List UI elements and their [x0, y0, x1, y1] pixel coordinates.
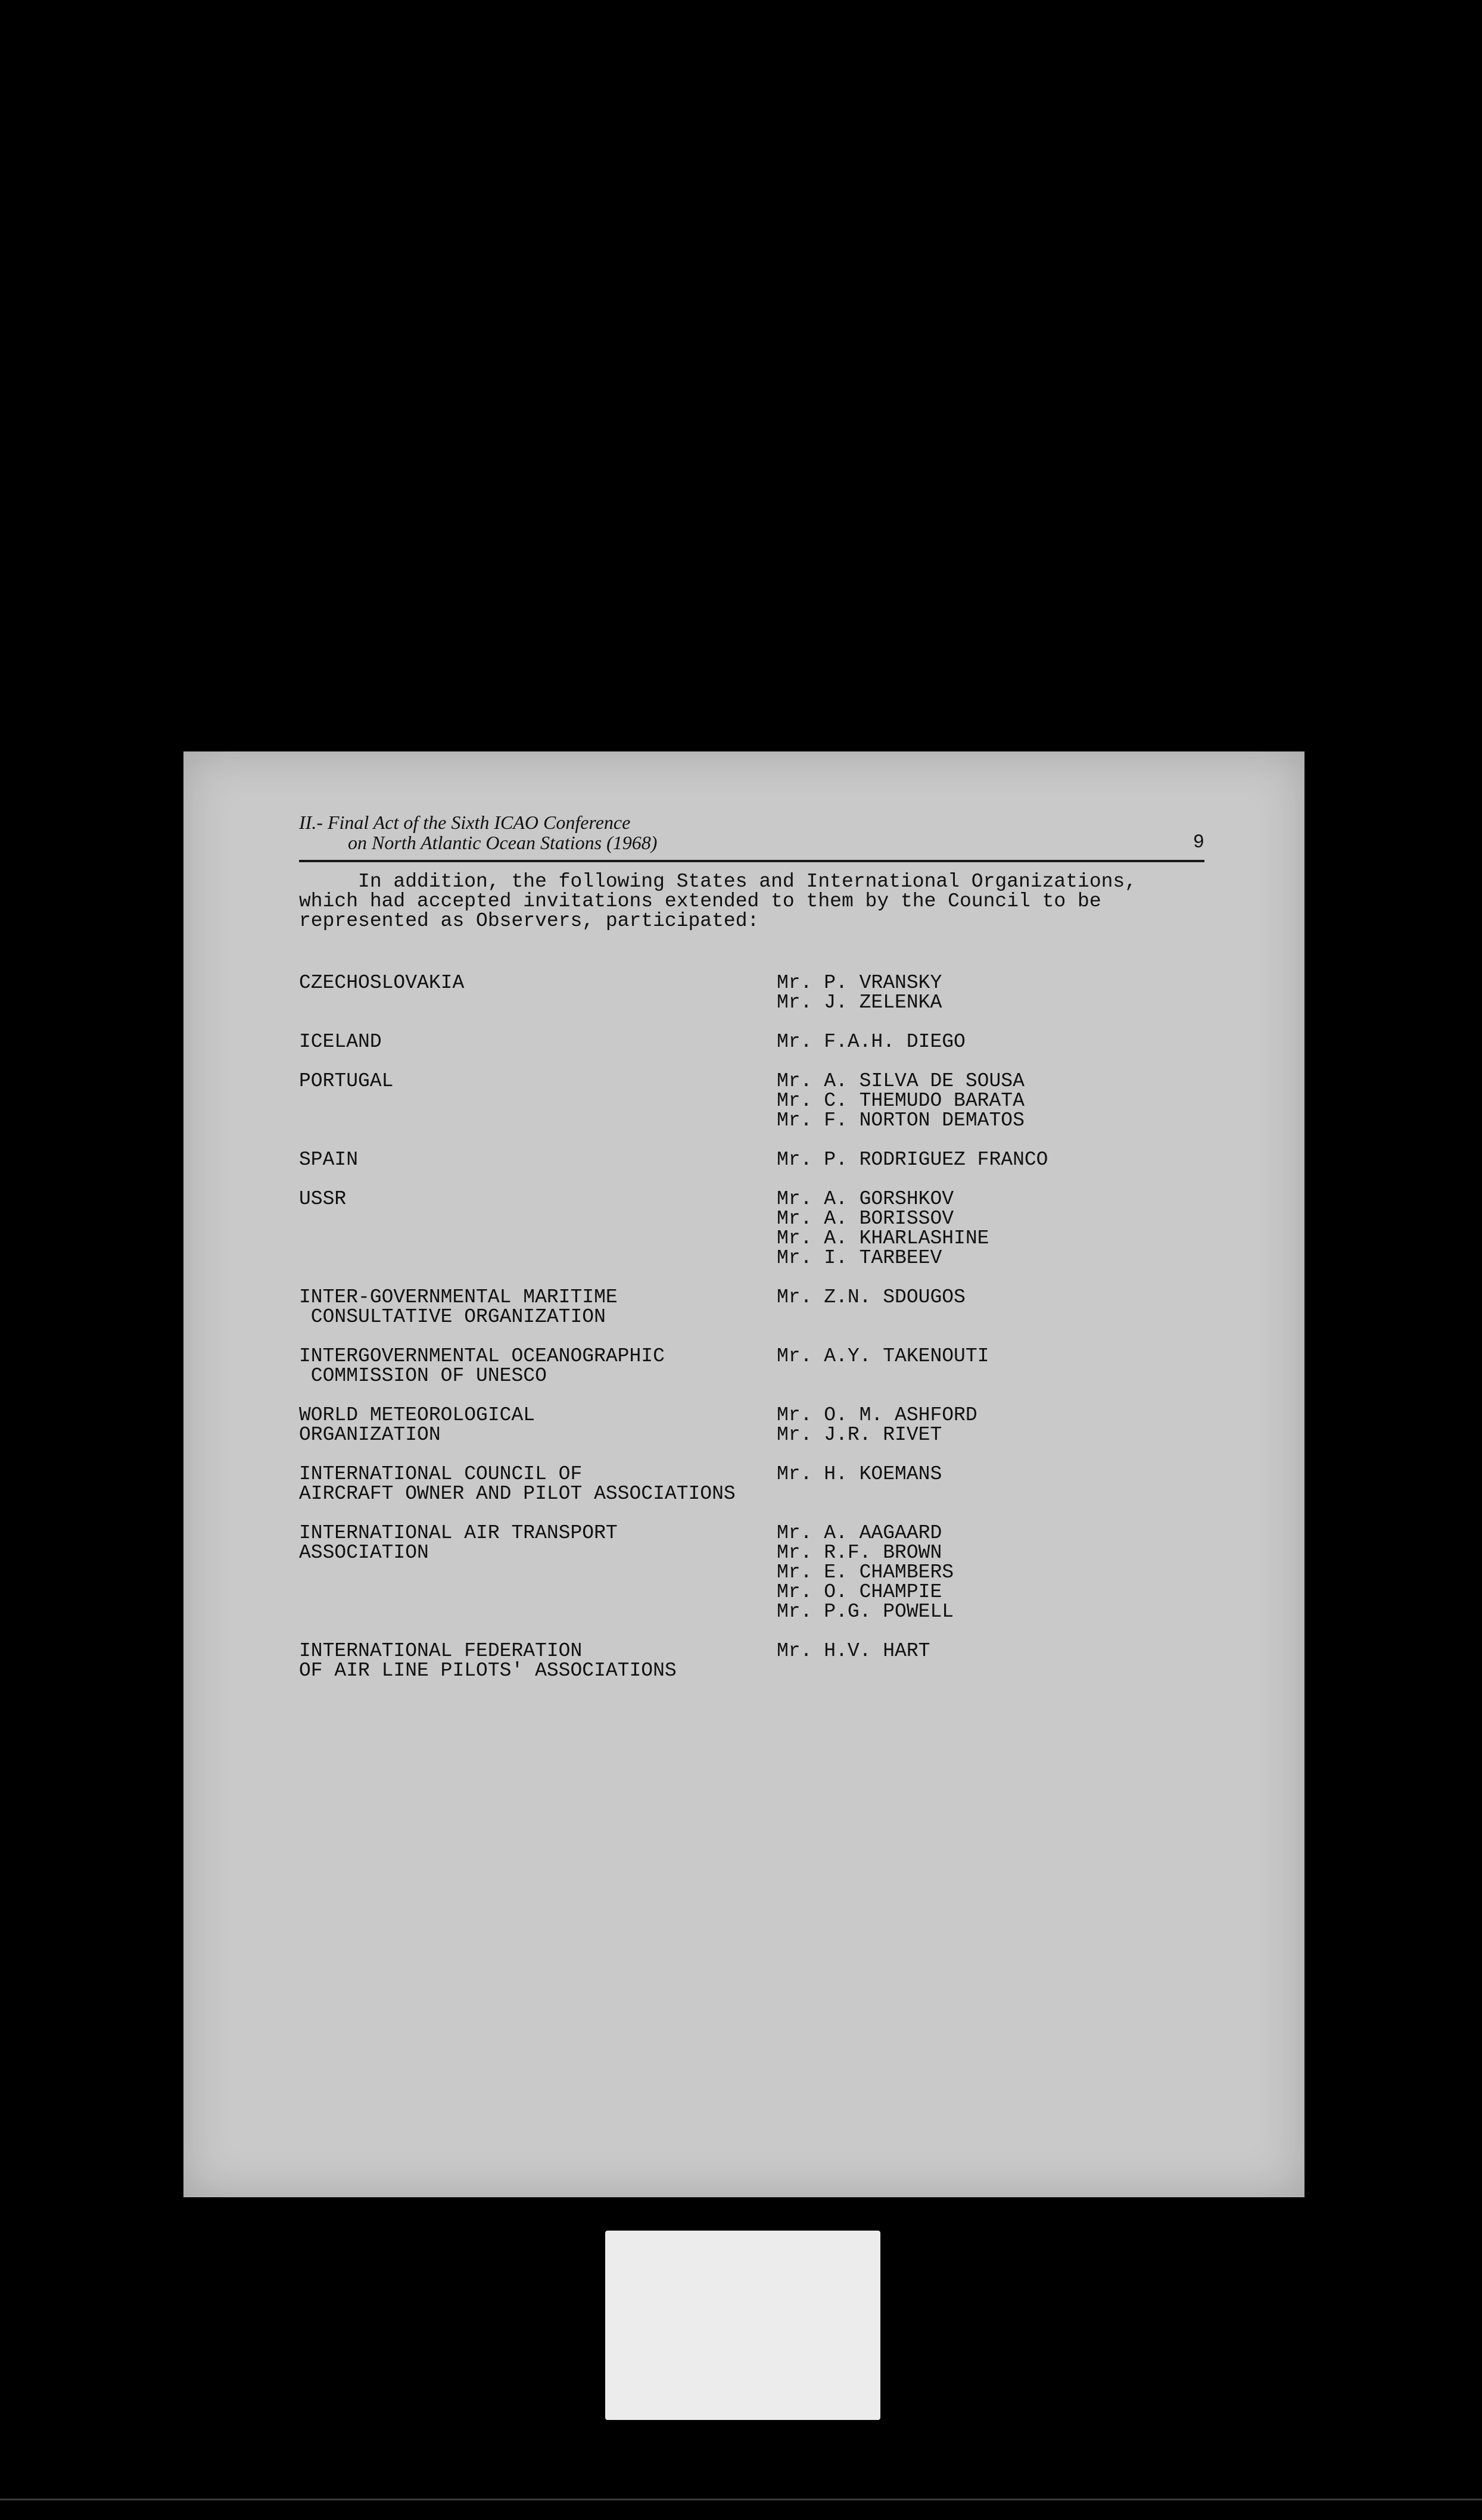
observer-entry	[299, 1641, 1252, 1680]
representative-name: Mr. A. AAGAARD	[777, 1522, 942, 1544]
organization-name: OF AIR LINE PILOTS' ASSOCIATIONS	[299, 1660, 677, 1682]
representative-name: Mr. Z.N. SDOUGOS	[777, 1286, 966, 1308]
observer-entry	[299, 1523, 1252, 1621]
representative-name: Mr. F. NORTON DEMATOS	[777, 1109, 1025, 1131]
representative-name: Mr. O. M. ASHFORD	[777, 1404, 977, 1426]
representative-name: Mr. O. CHAMPIE	[777, 1581, 942, 1603]
organization-name: SPAIN	[299, 1149, 359, 1171]
observer-entry	[299, 1464, 1252, 1504]
organization-name: ASSOCIATION	[299, 1542, 429, 1564]
representative-name: Mr. F.A.H. DIEGO	[777, 1031, 966, 1053]
header-title-line-1: II.- Final Act of the Sixth ICAO Conference	[299, 812, 631, 833]
organization-name: INTERNATIONAL AIR TRANSPORT	[299, 1522, 618, 1544]
paper-flap	[605, 2231, 880, 2420]
intro-line: represented as Observers, participated:	[299, 910, 759, 932]
observer-entry	[299, 1150, 1252, 1169]
representative-name: Mr. A. KHARLASHINE	[777, 1227, 989, 1249]
representative-name: Mr. R.F. BROWN	[777, 1542, 942, 1564]
representative-name: Mr. J.R. RIVET	[777, 1424, 942, 1446]
organization-name: ICELAND	[299, 1031, 382, 1053]
intro-paragraph	[299, 872, 1228, 931]
organization-name: USSR	[299, 1188, 347, 1210]
observer-entry	[299, 1189, 1252, 1268]
organization-name: CZECHOSLOVAKIA	[299, 972, 465, 994]
organization-name: COMMISSION OF UNESCO	[299, 1365, 547, 1387]
observer-entry	[299, 1346, 1252, 1386]
organization-name: ORGANIZATION	[299, 1424, 441, 1446]
organization-name: INTER-GOVERNMENTAL MARITIME	[299, 1286, 618, 1308]
organization-name: PORTUGAL	[299, 1070, 394, 1092]
organization-name: INTERNATIONAL FEDERATION	[299, 1640, 583, 1662]
intro-line: In addition, the following States and International Organizations,	[299, 871, 1137, 893]
representative-name: Mr. I. TARBEEV	[777, 1247, 942, 1269]
organization-name: INTERNATIONAL COUNCIL OF	[299, 1463, 583, 1485]
representative-name: Mr. H. KOEMANS	[777, 1463, 942, 1485]
header-title-line-2: on North Atlantic Ocean Stations (1968)	[348, 832, 658, 853]
representative-name: Mr. J. ZELENKA	[777, 991, 942, 1013]
page-number: 9	[1193, 831, 1204, 853]
representative-name: Mr. P. VRANSKY	[777, 972, 942, 994]
intro-line: which had accepted invitations extended to them by the Council to be	[299, 890, 1101, 912]
representative-name: Mr. A. BORISSOV	[777, 1208, 954, 1230]
representative-name: Mr. H.V. HART	[777, 1640, 930, 1662]
representative-name: Mr. A.Y. TAKENOUTI	[777, 1345, 989, 1367]
observer-entry	[299, 1287, 1252, 1327]
observer-list	[299, 973, 1252, 1700]
observer-entry	[299, 1405, 1252, 1445]
representative-name: Mr. E. CHAMBERS	[777, 1561, 954, 1583]
observer-entry	[299, 973, 1252, 1012]
scan-edge-line	[0, 2499, 1482, 2500]
organization-name: AIRCRAFT OWNER AND PILOT ASSOCIATIONS	[299, 1483, 736, 1505]
organization-name: INTERGOVERNMENTAL OCEANOGRAPHIC	[299, 1345, 665, 1367]
document-page	[183, 751, 1304, 2197]
representative-name: Mr. A. GORSHKOV	[777, 1188, 954, 1210]
representative-name: Mr. C. THEMUDO BARATA	[777, 1090, 1025, 1112]
representative-name: Mr. A. SILVA DE SOUSA	[777, 1070, 1025, 1092]
observer-entry	[299, 1071, 1252, 1130]
representative-name: Mr. P. RODRIGUEZ FRANCO	[777, 1149, 1048, 1171]
page-header	[299, 812, 1204, 862]
organization-name: WORLD METEOROLOGICAL	[299, 1404, 535, 1426]
observer-entry	[299, 1032, 1252, 1052]
organization-name: CONSULTATIVE ORGANIZATION	[299, 1306, 606, 1328]
representative-name: Mr. P.G. POWELL	[777, 1601, 954, 1623]
